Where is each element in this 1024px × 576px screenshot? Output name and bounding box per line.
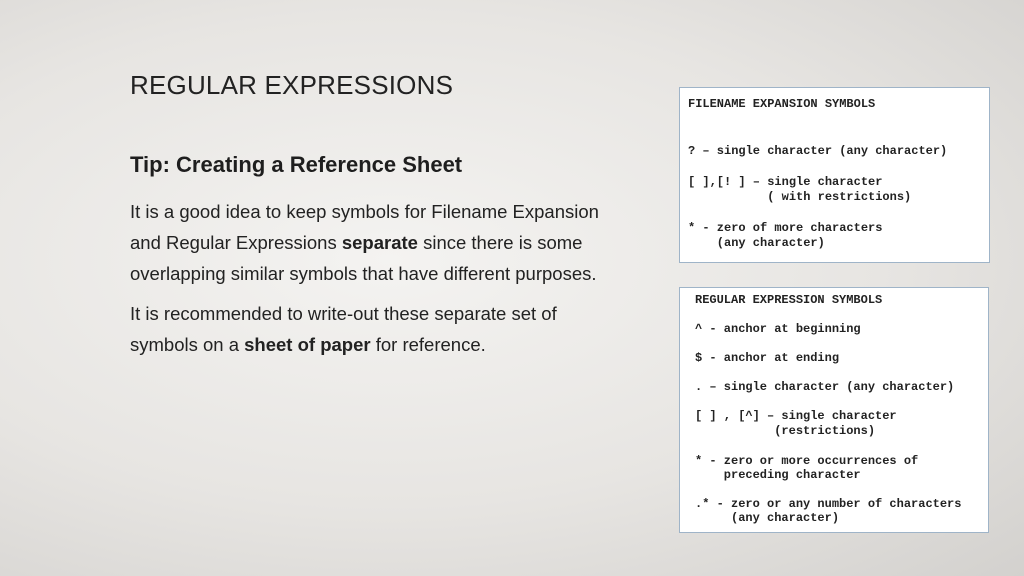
paragraph-line — [130, 329, 650, 360]
box-line: ( with restrictions) — [688, 190, 912, 204]
text-run: and Regular Expressions — [130, 232, 342, 253]
emphasis-separate: separate — [341, 232, 418, 253]
box-line: * - zero of more characters — [688, 221, 883, 235]
box-line: . – single character (any character) — [695, 380, 955, 394]
box-line: $ - anchor at ending — [695, 351, 840, 365]
paragraph-write-out — [130, 298, 650, 360]
box-line: * - zero or more occurrences of — [695, 454, 919, 468]
slide-title: REGULAR EXPRESSIONS — [130, 70, 454, 100]
paragraph-line: It is a good idea to keep symbols for Filename Expansion — [130, 201, 599, 222]
box-heading: FILENAME EXPANSION SYMBOLS — [688, 97, 876, 111]
box-line: [ ] , [^] – single character — [695, 409, 897, 423]
box-heading: REGULAR EXPRESSION SYMBOLS — [695, 293, 883, 307]
box-line: preceding character — [695, 468, 861, 482]
regular-expression-box — [679, 287, 989, 533]
text-run: for reference. — [370, 334, 486, 355]
box-line: (restrictions) — [695, 424, 876, 438]
box-line: ? – single character (any character) — [688, 144, 948, 158]
box-line: [ ],[! ] – single character — [688, 175, 883, 189]
tip-heading: Tip: Creating a Reference Sheet — [130, 152, 463, 177]
text-run: since there is some — [417, 232, 583, 253]
box-line: (any character) — [688, 236, 825, 250]
paragraph-line: It is recommended to write-out these separate set of — [130, 303, 557, 324]
box-line: ^ - anchor at beginning — [695, 322, 861, 336]
filename-expansion-box — [679, 87, 990, 263]
box-line: .* - zero or any number of characters — [695, 497, 962, 511]
text-run: symbols on a — [130, 334, 245, 355]
emphasis-sheet-of-paper: sheet of paper — [244, 334, 371, 355]
paragraph-separate-symbols — [130, 196, 650, 289]
box-line: (any character) — [695, 511, 840, 525]
paragraph-line: overlapping similar symbols that have different purposes. — [130, 263, 597, 284]
paragraph-line — [130, 227, 650, 258]
